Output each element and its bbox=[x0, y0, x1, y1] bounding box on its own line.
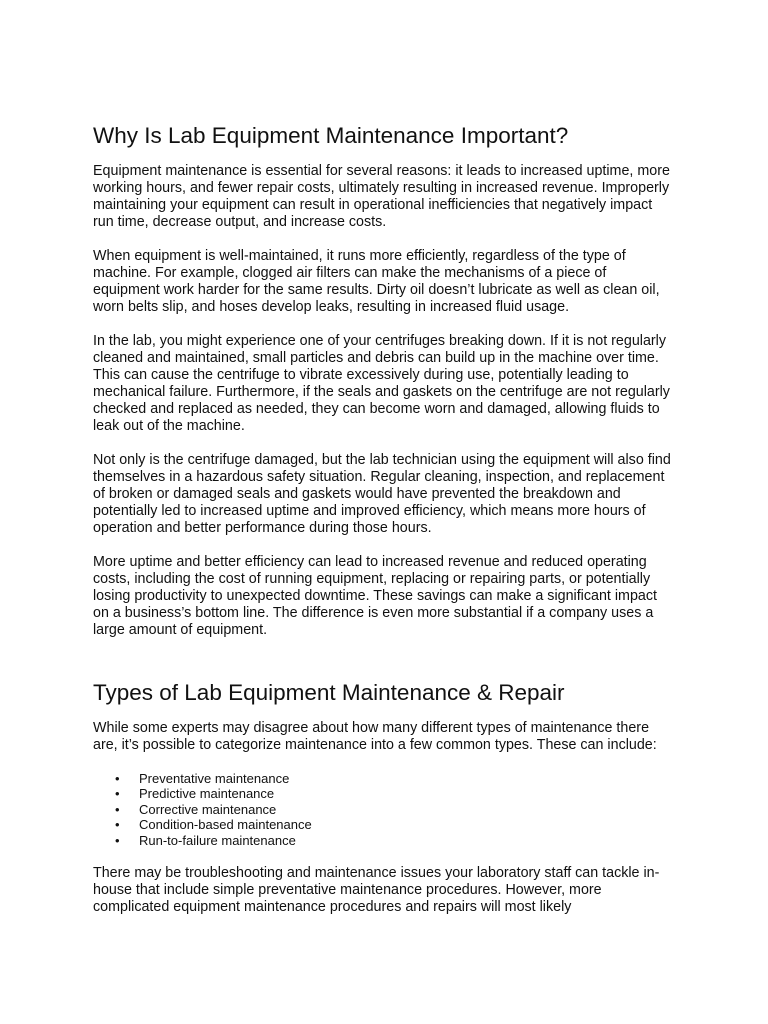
paragraph-types-intro: While some experts may disagree about how many different types of maintenance there are, it’s possible to categorize maintenance into a few common types. These can include: bbox=[93, 720, 657, 753]
bullet-icon: • bbox=[115, 786, 120, 802]
list-item-label: Predictive maintenance bbox=[139, 786, 275, 802]
bullet-icon: • bbox=[115, 817, 120, 833]
list-item-label: Corrective maintenance bbox=[139, 801, 277, 817]
list-item bbox=[93, 817, 674, 832]
paragraph-importance-3: In the lab, you might experience one of your centrifuges breaking down. If it is not regularly cleaned and maintained, small particles and debris can build up in the machine over time. This can cause the centrifuge to vibrate excessively during use, potentially leading to mechanical failure. Furthermore, if the seals and gaskets on the centrifuge are not regularly checked and replaced as needed, they can become worn and damaged, allowing fluids to leak out of the machine. bbox=[93, 333, 670, 434]
list-item bbox=[93, 802, 674, 817]
list-item-label: Preventative maintenance bbox=[139, 771, 290, 786]
list-item-label: Condition-based maintenance bbox=[139, 817, 312, 833]
section-heading-importance: Why Is Lab Equipment Maintenance Important? bbox=[93, 123, 569, 148]
list-item bbox=[93, 833, 674, 848]
section-heading-types: Types of Lab Equipment Maintenance & Repair bbox=[93, 680, 565, 705]
bullet-icon: • bbox=[115, 801, 120, 817]
paragraph-importance-2: When equipment is well-maintained, it runs more efficiently, regardless of the type of machine. For example, clogged air filters can make the mechanisms of a piece of equipment work harder for the same results. Dirty oil doesn’t lubricate as well as clean oil, worn belts slip, and hoses develop leaks, resulting in increased fluid usage. bbox=[93, 248, 660, 315]
maintenance-types-list bbox=[93, 771, 674, 848]
list-item-label: Run-to-failure maintenance bbox=[139, 832, 296, 848]
paragraph-importance-5: More uptime and better efficiency can lead to increased revenue and reduced operating costs, including the cost of running equipment, replacing or repairing parts, or potentially losing productivity to unexpected downtime. These savings can make a significant impact on a business’s bottom line. The difference is even more substantial if a company uses a large amount of equipment. bbox=[93, 554, 657, 638]
bullet-icon: • bbox=[115, 771, 120, 786]
paragraph-importance-1: Equipment maintenance is essential for several reasons: it leads to increased uptime, more working hours, and fewer repair costs, ultimately resulting in increased revenue. Improperly maintaining your equipment can result in operational inefficiencies that negatively impact run time, decrease output, and increase costs. bbox=[93, 163, 670, 230]
paragraph-importance-4: Not only is the centrifuge damaged, but the lab technician using the equipment will also find themselves in a hazardous safety situation. Regular cleaning, inspection, and replacement of broken or damaged seals and gaskets would have prevented the breakdown and potentially led to increased uptime and improved efficiency, which means more hours of operation and better performance during those hours. bbox=[93, 452, 671, 536]
paragraph-types-outro: There may be troubleshooting and maintenance issues your laboratory staff can tackle in-house that include simple preventative maintenance procedures. However, more complicated equipment maintenance procedures and repairs will most likely bbox=[93, 865, 660, 916]
list-item bbox=[93, 786, 674, 801]
bullet-icon: • bbox=[115, 832, 120, 848]
list-item bbox=[93, 771, 674, 786]
